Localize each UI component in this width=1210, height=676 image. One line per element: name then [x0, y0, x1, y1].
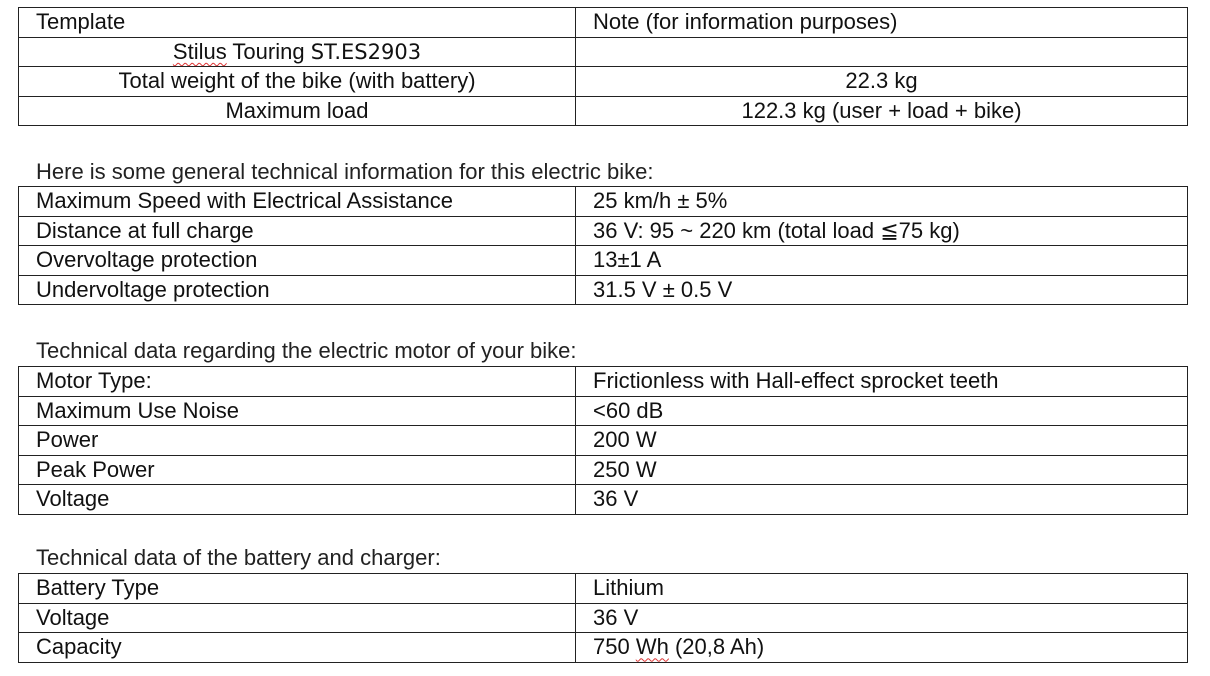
row-value: 200 W — [576, 426, 1188, 456]
row-value: 36 V — [576, 603, 1188, 633]
row-value: 250 W — [576, 455, 1188, 485]
row-value: Lithium — [576, 574, 1188, 604]
row-value: 122.3 kg (user + load + bike) — [576, 96, 1188, 126]
template-table — [18, 7, 1188, 126]
row-label: Voltage — [19, 603, 576, 633]
capacity-rest: (20,8 Ah) — [668, 634, 765, 660]
table-row — [19, 37, 1188, 67]
row-label: Peak Power — [19, 455, 576, 485]
table-row — [19, 485, 1188, 515]
row-value: <60 dB — [576, 396, 1188, 426]
row-value: 31.5 V ± 0.5 V — [576, 275, 1188, 305]
table-row — [19, 246, 1188, 276]
capacity-unit: Wh — [635, 634, 669, 660]
motor-caption: Technical data regarding the electric motor of your bike: — [36, 338, 577, 363]
motor-table — [18, 366, 1188, 515]
capacity-prefix: 750 — [593, 634, 636, 660]
table-row — [19, 216, 1188, 246]
row-value: 36 V — [576, 485, 1188, 515]
table-row — [19, 574, 1188, 604]
row-label: Maximum Use Noise — [19, 396, 576, 426]
model-name-prefix: Stilus — [172, 38, 227, 64]
battery-table — [18, 573, 1188, 663]
model-name — [19, 37, 576, 67]
table-row — [19, 275, 1188, 305]
row-value: Frictionless with Hall-effect sprocket teeth — [576, 367, 1188, 397]
row-label: Voltage — [19, 485, 576, 515]
table-row — [19, 396, 1188, 426]
table-header-row — [19, 8, 1188, 38]
row-value — [576, 633, 1188, 663]
header-note: Note (for information purposes) — [576, 8, 1188, 38]
header-template: Template — [19, 8, 576, 38]
row-label: Maximum Speed with Electrical Assistance — [19, 187, 576, 217]
row-value: 25 km/h ± 5% — [576, 187, 1188, 217]
row-label: Battery Type — [19, 574, 576, 604]
table-row — [19, 426, 1188, 456]
row-value: 22.3 kg — [576, 67, 1188, 97]
table-row — [19, 455, 1188, 485]
model-name-rest: Touring — [226, 38, 311, 64]
row-label: Total weight of the bike (with battery) — [19, 67, 576, 97]
row-label: Power — [19, 426, 576, 456]
row-label: Distance at full charge — [19, 216, 576, 246]
row-value: 36 V: 95 ~ 220 km (total load ≦75 kg) — [576, 216, 1188, 246]
row-label: Motor Type: — [19, 367, 576, 397]
model-note — [576, 37, 1188, 67]
table-row — [19, 96, 1188, 126]
row-value: 13±1 A — [576, 246, 1188, 276]
row-label: Capacity — [19, 633, 576, 663]
general-table — [18, 186, 1188, 305]
table-row — [19, 67, 1188, 97]
table-row — [19, 187, 1188, 217]
general-caption: Here is some general technical information for this electric bike: — [36, 159, 654, 184]
table-row — [19, 603, 1188, 633]
row-label: Overvoltage protection — [19, 246, 576, 276]
table-row — [19, 367, 1188, 397]
table-row — [19, 633, 1188, 663]
battery-caption: Technical data of the battery and charger: — [36, 545, 441, 570]
row-label: Maximum load — [19, 96, 576, 126]
row-label: Undervoltage protection — [19, 275, 576, 305]
model-code: ST.ES2903 — [310, 39, 422, 64]
